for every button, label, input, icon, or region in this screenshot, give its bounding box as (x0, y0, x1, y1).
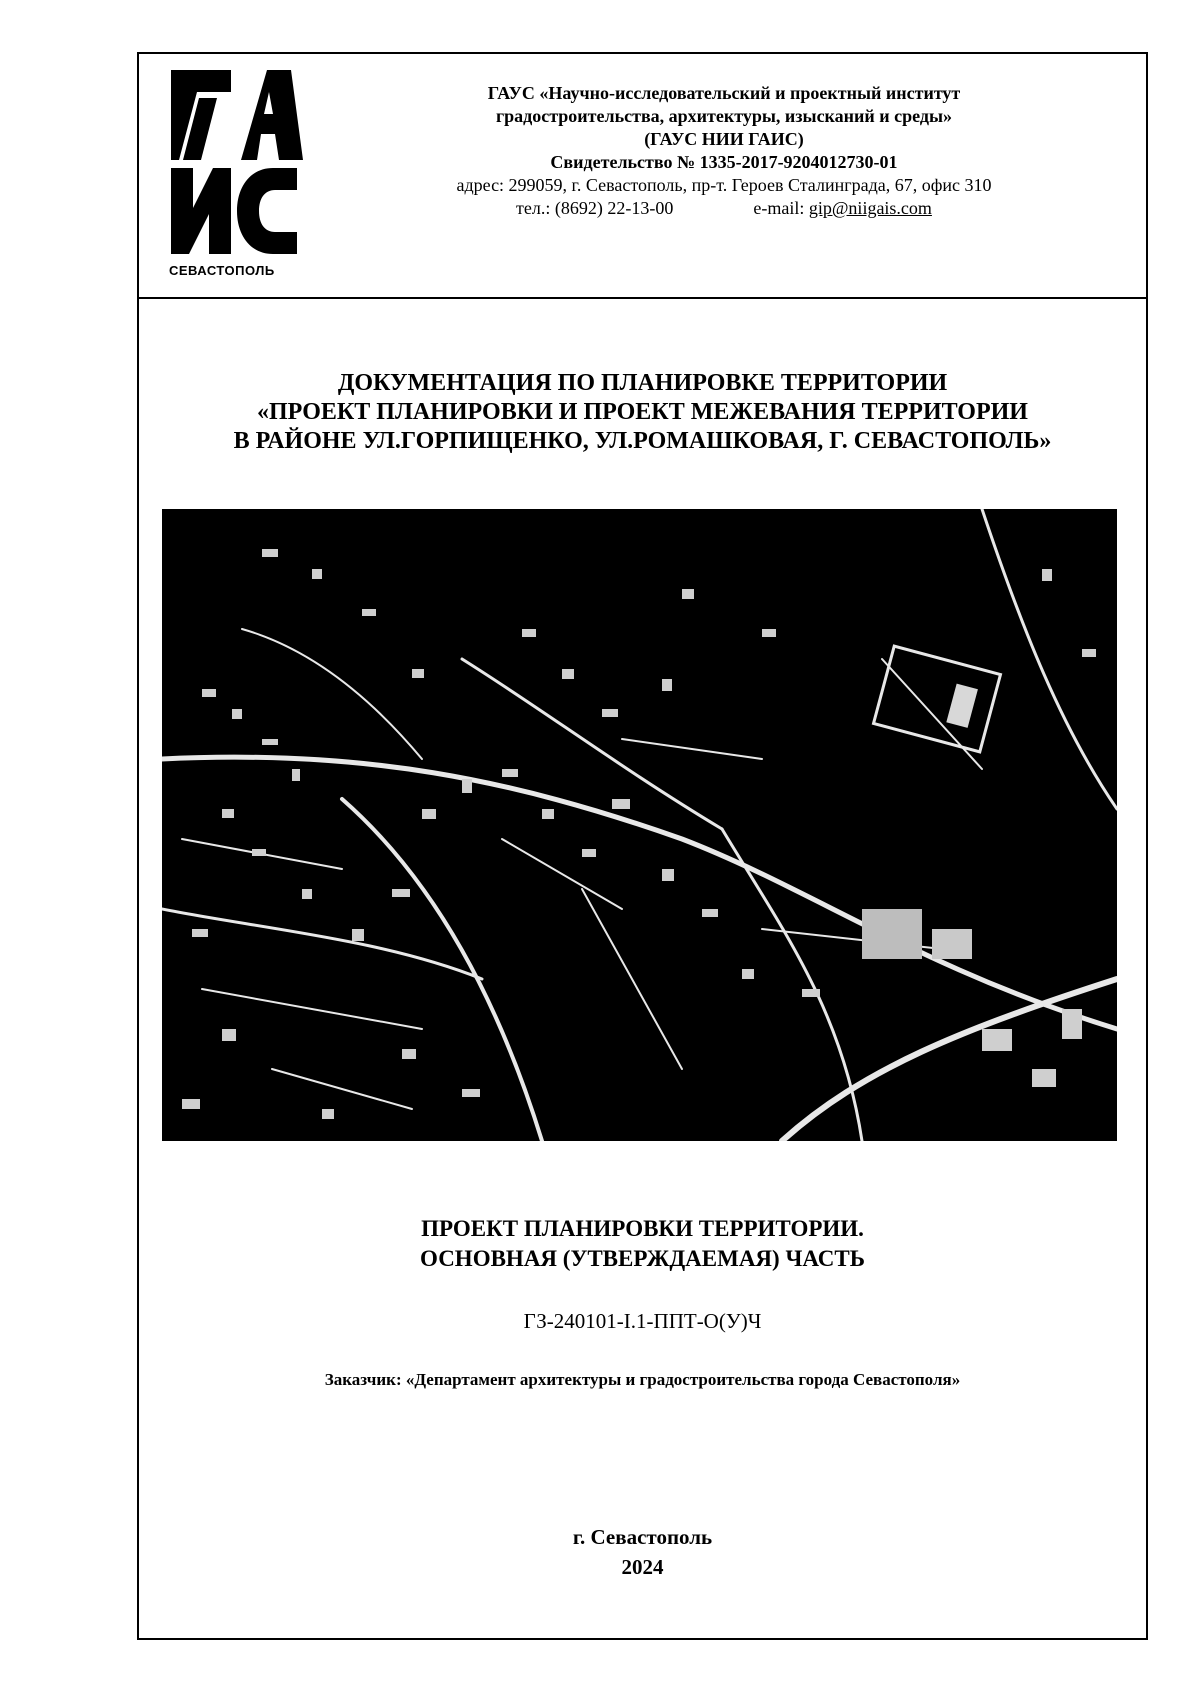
logo-caption: СЕВАСТОПОЛЬ (169, 263, 275, 278)
aerial-photo (162, 509, 1117, 1141)
document-title-line-1: ДОКУМЕНТАЦИЯ ПО ПЛАНИРОВКЕ ТЕРРИТОРИИ (337, 370, 948, 396)
org-address: адрес: 299059, г. Севастополь, пр-т. Героев Сталинграда, 67, офис 310 (456, 175, 992, 195)
org-name-line-1: ГАУС «Научно-исследовательский и проектный институт (487, 83, 961, 103)
title-page-frame (137, 52, 1148, 1640)
org-certificate: Свидетельство № 1335-2017-9204012730-01 (550, 152, 898, 172)
org-contacts (319, 197, 1129, 220)
aerial-photo-image (162, 509, 1117, 1141)
gais-logo (169, 68, 309, 293)
org-email-label: e-mail: (753, 198, 805, 218)
section-subtitle-line-2: ОСНОВНАЯ (УТВЕРЖДАЕМАЯ) ЧАСТЬ (420, 1246, 865, 1271)
city-year-block (139, 1522, 1146, 1582)
org-email-link[interactable]: gip@niigais.com (808, 198, 932, 218)
section-subtitle-line-1: ПРОЕКТ ПЛАНИРОВКИ ТЕРРИТОРИИ. (421, 1216, 864, 1241)
org-phone: тел.: (8692) 22-13-00 (516, 198, 674, 218)
document-year: 2024 (621, 1555, 664, 1579)
document-title (139, 369, 1146, 456)
document-code: ГЗ-240101-I.1-ППТ-О(У)Ч (523, 1309, 762, 1333)
org-name-line-2: градостроительства, архитектуры, изысканий и среды» (495, 106, 953, 126)
section-subtitle (139, 1214, 1146, 1274)
document-title-line-3: В РАЙОНЕ УЛ.ГОРПИЩЕНКО, УЛ.РОМАШКОВАЯ, Г. СЕВАСТОПОЛЬ» (233, 428, 1052, 454)
org-short-name: (ГАУС НИИ ГАИС) (644, 129, 804, 149)
header-block (139, 54, 1146, 299)
gais-logo-mark (169, 68, 309, 258)
customer-line: Заказчик: «Департамент архитектуры и градостроительства города Севастополя» (324, 1370, 961, 1389)
org-email-block (753, 197, 932, 220)
document-title-line-2: «ПРОЕКТ ПЛАНИРОВКИ И ПРОЕКТ МЕЖЕВАНИЯ ТЕРРИТОРИИ (257, 399, 1028, 425)
organization-info (319, 82, 1129, 220)
city-name: г. Севастополь (572, 1525, 713, 1549)
